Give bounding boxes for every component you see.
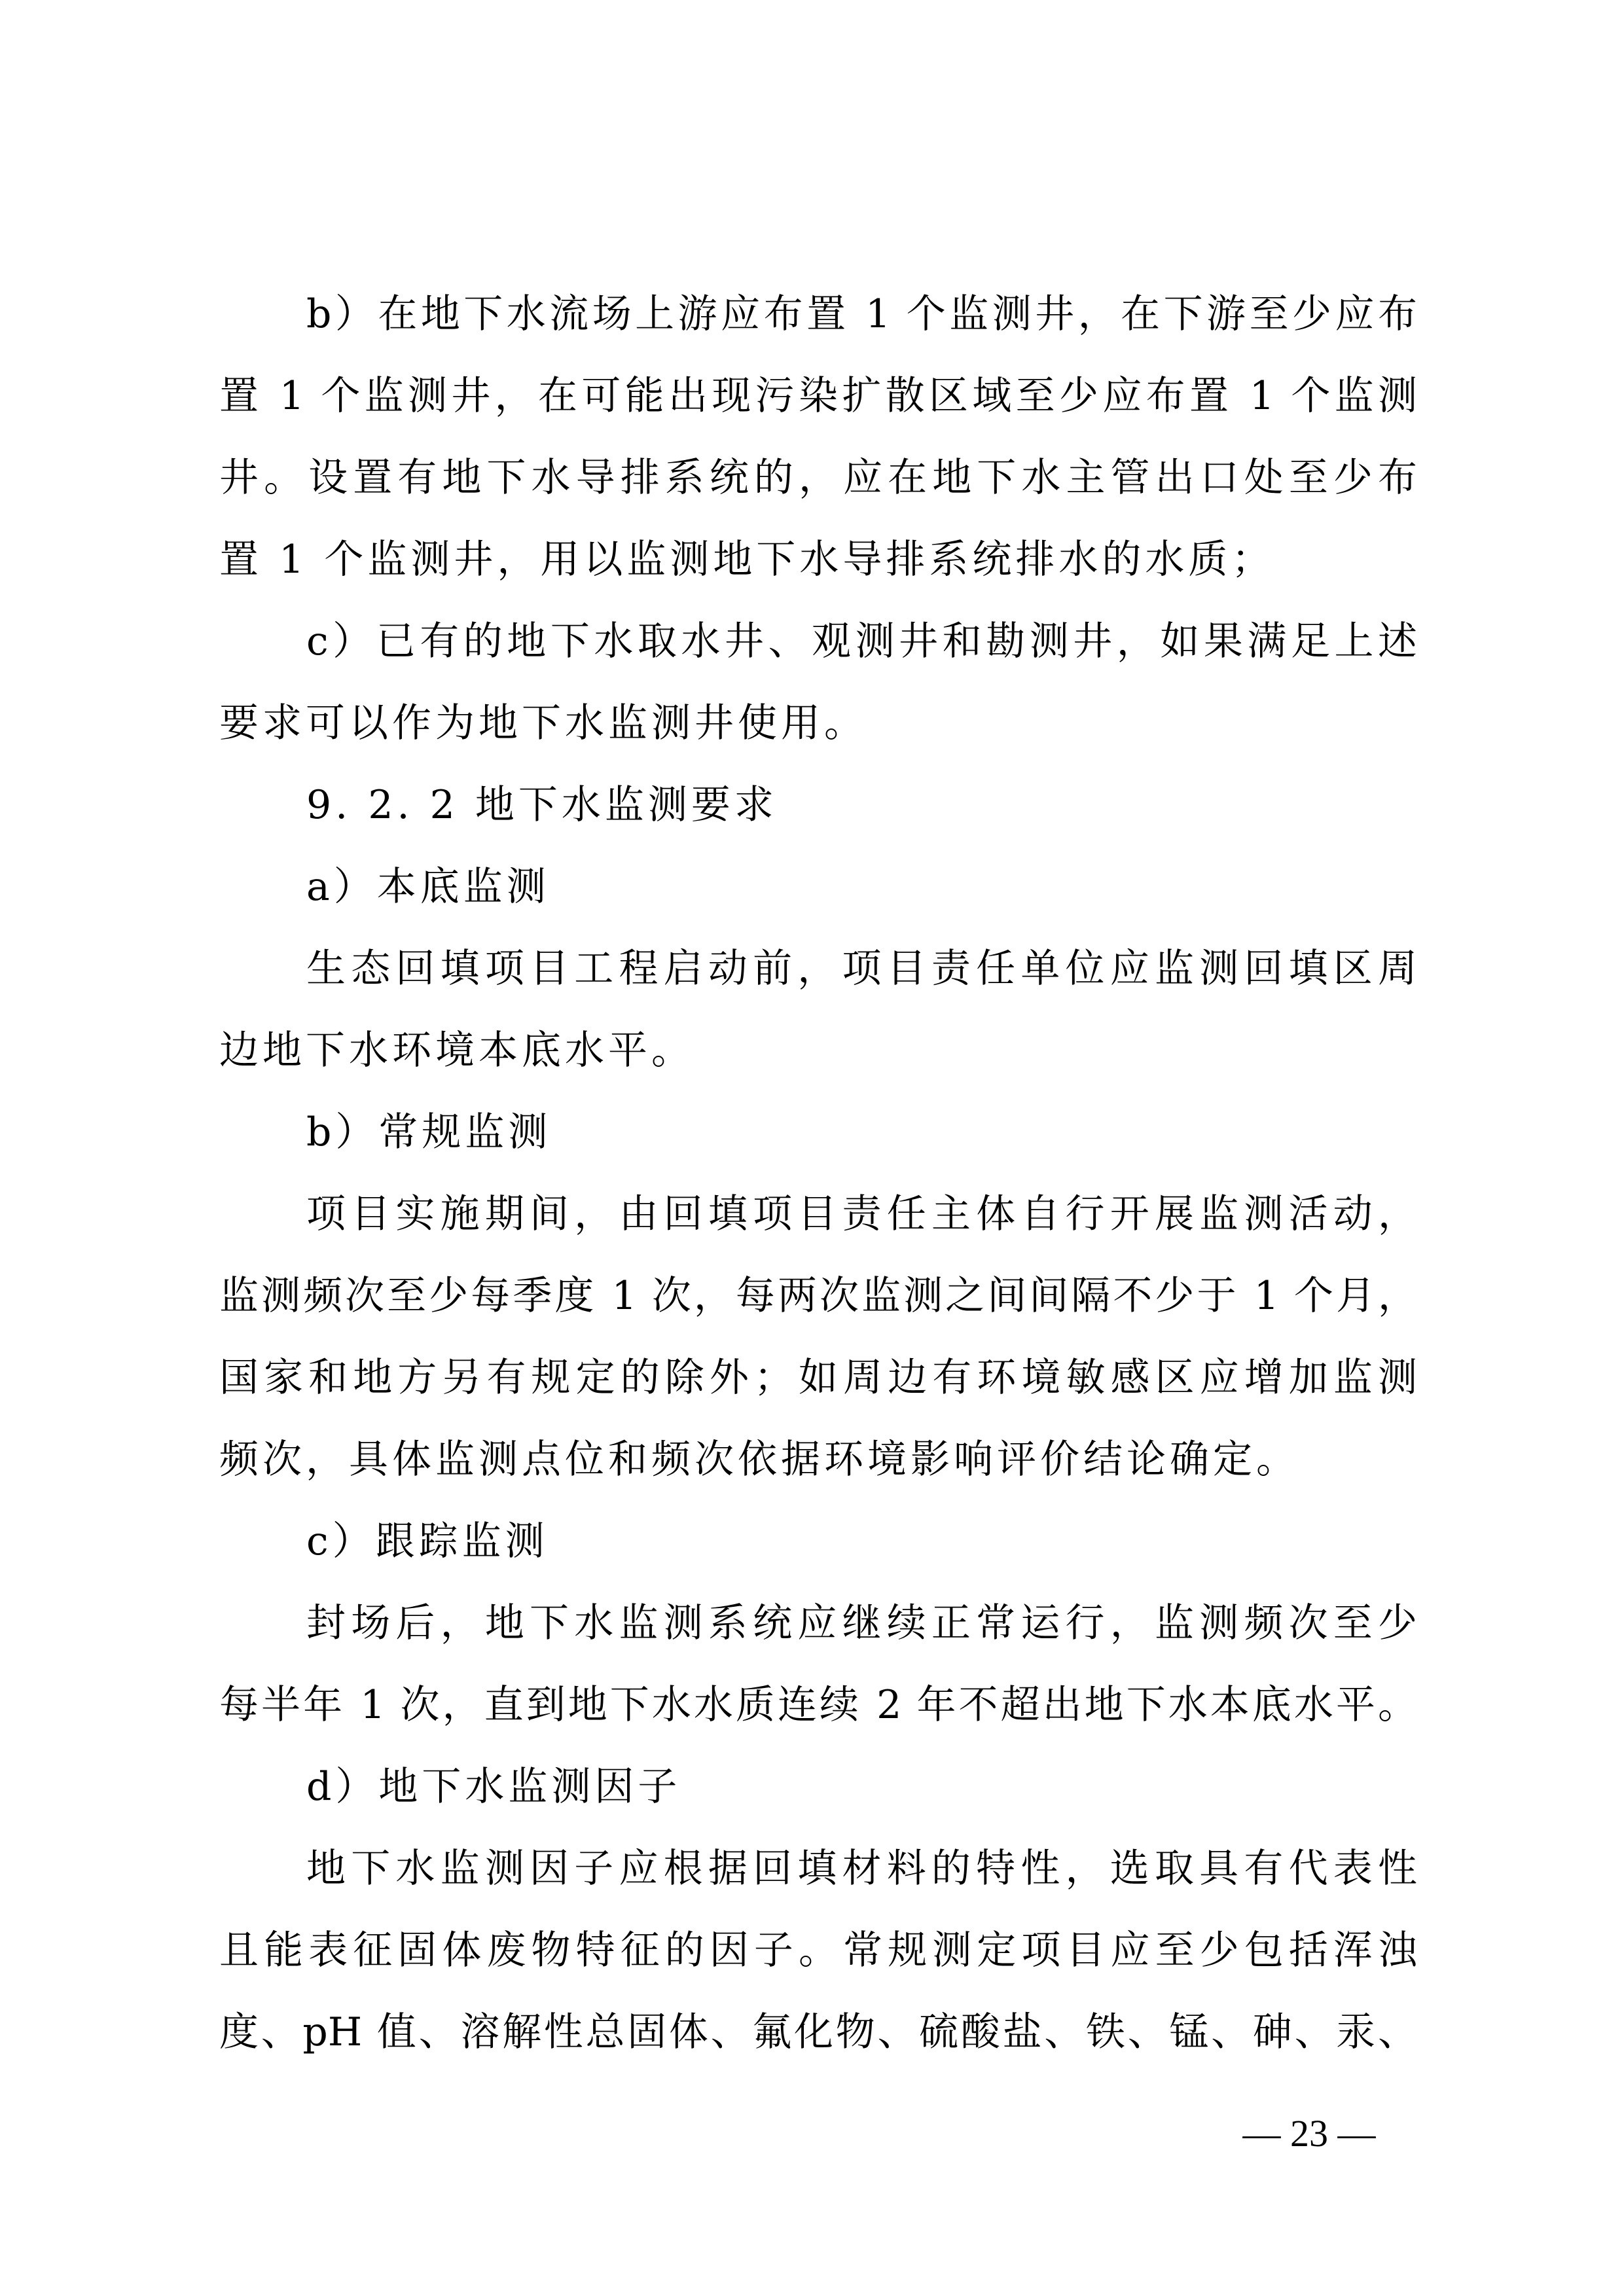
paragraph-line: 每半年 1 次，直到地下水水质连续 2 年不超出地下水本底水平。 [219,1682,1417,1728]
page-number: — 23 — [1242,2112,1376,2155]
paragraph-line: 要求可以作为地下水监测井使用。 [219,700,867,746]
section-heading: 9. 2. 2 地下水监测要求 [306,782,778,828]
paragraph-line: 频次，具体监测点位和频次依据环境影响评价结论确定。 [219,1437,1299,1482]
paragraph-line: 置 1 个监测井，在可能出现污染扩散区域至少应布置 1 个监测 [219,373,1417,419]
subsection-heading: a）本底监测 [306,864,550,910]
paragraph-line: 国家和地方另有规定的除外；如周边有环境敏感区应增加监测 [219,1355,1417,1401]
paragraph-line: 边地下水环境本底水平。 [219,1028,695,1073]
paragraph-line: c）已有的地下水取水井、观测井和勘测井，如果满足上述 [306,619,1417,664]
paragraph-line: 井。设置有地下水导排系统的，应在地下水主管出口处至少布 [219,455,1417,501]
subsection-heading: d）地下水监测因子 [306,1764,681,1810]
paragraph-line: 项目实施期间，由回填项目责任主体自行开展监测活动， [306,1191,1417,1237]
paragraph-line: 生态回填项目工程启动前，项目责任单位应监测回填区周 [306,946,1417,992]
paragraph-line: 度、pH 值、溶解性总固体、氟化物、硫酸盐、铁、锰、砷、汞、 [219,2009,1417,2055]
paragraph-line: b）在地下水流场上游应布置 1 个监测井，在下游至少应布 [306,291,1417,337]
paragraph-line: 监测频次至少每季度 1 次，每两次监测之间间隔不少于 1 个月， [219,1273,1417,1319]
paragraph-line: 置 1 个监测井，用以监测地下水导排系统排水的水质； [219,537,1275,583]
subsection-heading: c）跟踪监测 [306,1518,549,1564]
subsection-heading: b）常规监测 [306,1109,552,1155]
paragraph-line: 封场后，地下水监测系统应继续正常运行，监测频次至少 [306,1600,1417,1646]
paragraph-line: 地下水监测因子应根据回填材料的特性，选取具有代表性 [306,1846,1417,1892]
paragraph-line: 且能表征固体废物特征的因子。常规测定项目应至少包括浑浊 [219,1928,1417,1973]
